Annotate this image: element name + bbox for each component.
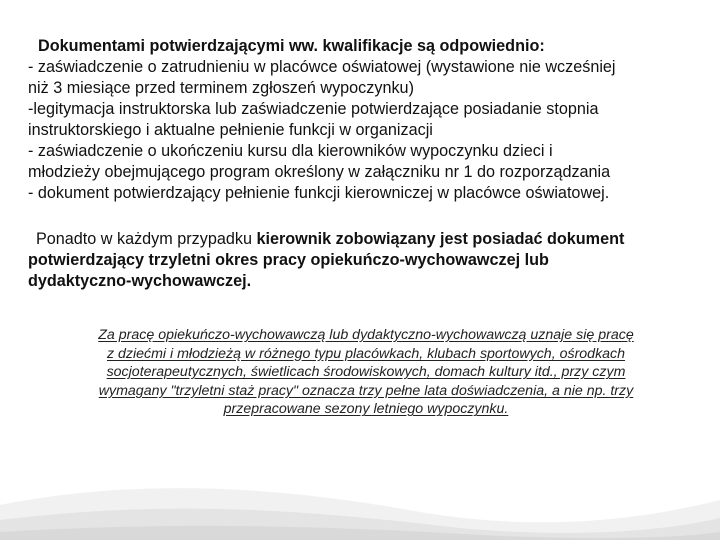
requirement-intro: Ponadto w każdym przypadku	[36, 230, 257, 248]
requirement-section	[28, 229, 700, 292]
qualifications-line: -legitymacja instruktorska lub zaświadczenie potwierdzające posiadanie stopnia	[28, 100, 599, 118]
qualifications-line: instruktorskiego i aktualne pełnienie funkcji w organizacji	[28, 121, 433, 139]
qualifications-line: niż 3 miesiące przed terminem zgłoszeń wypoczynku)	[28, 79, 414, 97]
requirement-line-2: potwierdzający trzyletni okres pracy opiekuńczo-wychowawczej lub	[28, 251, 549, 269]
qualifications-line: młodzieży obejmującego program określony w załączniku nr 1 do rozporządzania	[28, 163, 611, 181]
note-line: wymagany "trzyletni staż pracy" oznacza trzy pełne lata doświadczenia, a nie np. trzy	[98, 382, 634, 399]
wave-band	[0, 488, 720, 540]
note-line: Za pracę opiekuńczo-wychowawczą lub dydaktyczno-wychowawczą uznaje się pracę	[98, 327, 634, 343]
note-line: z dziećmi i młodzieżą w różnego typu placówkach, klubach sportowych, ośrodkach	[106, 345, 626, 362]
qualifications-section	[28, 36, 700, 204]
wave-band	[0, 526, 720, 540]
decorative-waves	[0, 420, 720, 540]
note-line: przepracowane sezony letniego wypoczynku.	[223, 401, 509, 418]
qualifications-heading: Dokumentami potwierdzającymi ww. kwalifikacje są odpowiednio:	[38, 37, 545, 55]
note-line: socjoterapeutycznych, świetlicach środowiskowych, domach kultury itd., przy czym	[106, 364, 626, 381]
requirement-line-1	[28, 229, 700, 250]
requirement-line-3: dydaktyczno-wychowawczej.	[28, 272, 252, 290]
wave-band	[0, 509, 720, 540]
qualifications-line: - zaświadczenie o zatrudnieniu w placówce oświatowej (wystawione nie wcześniej	[28, 58, 616, 76]
note-section	[50, 326, 682, 419]
requirement-bold-text: kierownik zobowiązany jest posiadać dokument	[256, 230, 625, 248]
qualifications-line: - zaświadczenie o ukończeniu kursu dla kierowników wypoczynku dzieci i	[28, 142, 553, 160]
qualifications-line: - dokument potwierdzający pełnienie funkcji kierowniczej w placówce oświatowej.	[28, 184, 610, 202]
